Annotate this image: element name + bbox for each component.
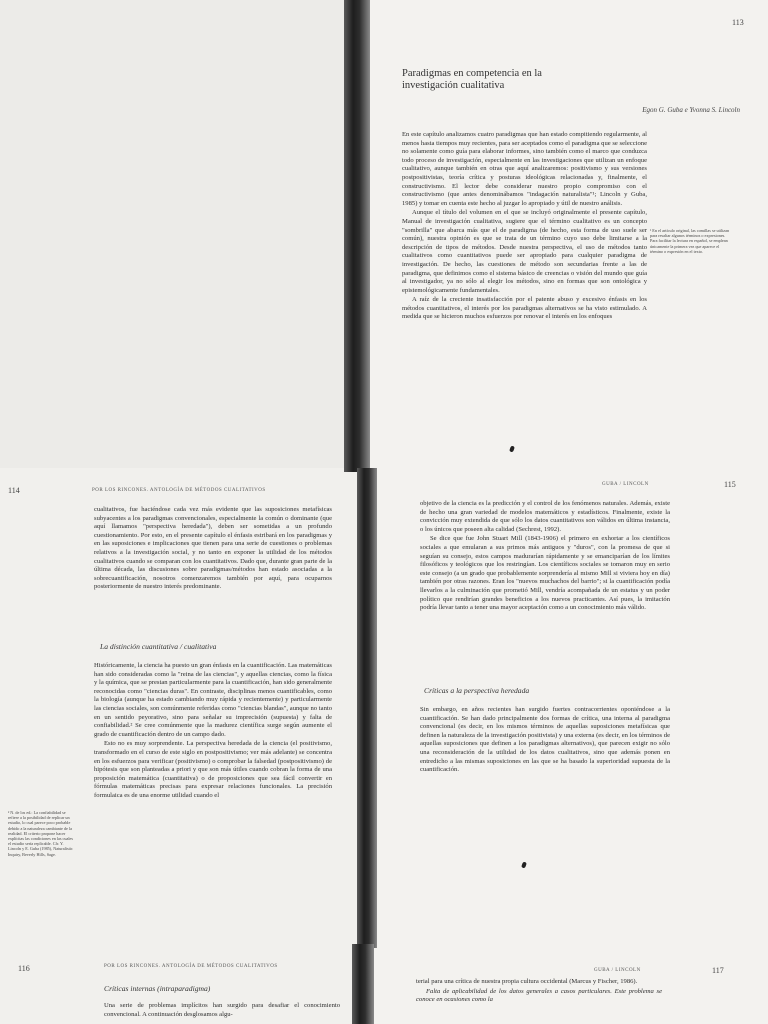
footnote: ¹ En el artículo original, las comillas se utilizan para resaltar algunos términos o expresiones. Para facilitar la lectura en español, se emplean únicamente la primera vez que aparece el término o expresión en el texto.: [650, 228, 730, 254]
paragraph: Una serie de problemas implícitos han surgido para desafiar el conocimiento convencional. A continuación desglosamos algu-: [104, 1002, 340, 1018]
page-117: [372, 946, 768, 1024]
chapter-body: [416, 978, 662, 1024]
running-head: POR LOS RINCONES. ANTOLOGÍA DE MÉTODOS CUALITATIVOS: [92, 488, 266, 493]
chapter-body: [402, 131, 647, 461]
section-heading: La distinción cuantitativa / cualitativa: [100, 642, 217, 651]
footnote: ² N. de los ed.: La confiabilidad se refiere a la posibilidad de replicar un estudio, lo cual parece poco probable debido a la naturaleza cambiante de la realidad. El criterio propone hacer explícitas las condiciones en las cuales el estudio sería replicable. Cfr. Y. Lincoln y E. Guba (1985), Naturalistic Inquiry, Beverly Hills, Sage.: [8, 810, 74, 857]
paragraph: Falta de aplicabilidad de los datos generales a casos particulares. Este problema se conoce en ocasiones como la: [416, 987, 662, 1004]
page-116: [0, 946, 372, 1024]
paragraph: cualitativos, fue haciéndose cada vez más evidente que las suposiciones metafísicas subyacentes a los paradigmas convencionales, especialmente la común o dominante (que aquí llamamos "perspectiva heredada"), deben ser sometidas a un profundo cuestionamiento. Por esto, en el presente capítulo el énfasis estribará en los paradigmas y en las suposiciones e implicaciones que tienen para una serie de cuestiones o problemas relativos a la investigación social, y no tanto en exponer la utilidad de los métodos cualitativos cuando se comparan con los cuantitativos. Dado que, durante gran parte de la última década, las discusiones sobre paradigmas/métodos han estado asociadas a la sobrecuantificación, nosotros comenzaremos también por aquí, para ocuparnos posteriormente de nuestro interés predominante.: [94, 506, 332, 591]
chapter-body: [94, 662, 332, 940]
ink-mark: [521, 861, 527, 868]
page-gutter-shadow: [352, 944, 374, 1024]
page-gutter-shadow: [344, 0, 370, 472]
page-number: 114: [8, 486, 20, 495]
chapter-body: [420, 706, 670, 822]
paragraph: Históricamente, la ciencia ha puesto un gran énfasis en la cuantificación. Las matemáticas han sido consideradas como la "reina de las ciencias", y aquellas ciencias, como la física y la química, que se prestan particularmente para la cuantificación, han sido generalmente reconocidas como "ciencias duras". En contraste, disciplinas menos cuantificables, como la biología (aunque ha estado cambiando muy rápida y recientemente) y particularmente las ciencias sociales, son comúnmente referidas como "ciencias blandas", aunque no tanto en un sentido peyorativo, sino para señalar su imprecisión (supuesta) y falta de confiabilidad.² Se cree comúnmente que la madurez científica surge según aumente el grado de cuantificación dentro de un campo dado.: [94, 662, 332, 738]
paragraph: A raíz de la creciente insatisfacción por el patente abuso y excesivo énfasis en los métodos cuantitativos, el interés por los paradigmas alternativos se ha visto estimulado. A medida que se hicieron muchos esfuerzos por renovar el interés en los enfoques: [402, 296, 647, 321]
section-heading: Críticas internas (intraparadigma): [104, 984, 211, 993]
chapter-authors: Egon G. Guba e Yvonna S. Lincoln: [642, 106, 740, 114]
paragraph: Esto no es muy sorprendente. La perspectiva heredada de la ciencia (el positivismo, transformado en el curso de este siglo en postpositivismo; ver más adelante) se concentra en los esfuerzos para verificar (positivismo) o comprobar la falsedad (postpositivismo) de hipótesis que son planteadas a priori y que son más útiles cuando cobran la forma de una proposición matemática (cuantitativa) o de proposiciones que sea fácil convertir en fórmulas matemáticas precisas para expresar relaciones funcionales. La precisión formulaica es de una enorme utilidad cuando el: [94, 740, 332, 799]
paragraph: objetivo de la ciencia es la predicción y el control de los fenómenos naturales. Además, existe de hecho una gran variedad de modelos matemáticos y estadísticos. Finalmente, existe la convicción muy extendida de que sólo los datos cuantitativos son válidos en última instancia, o los únicos que poseen alta calidad (Sechrest, 1992).: [420, 500, 670, 533]
page-number: 115: [724, 480, 736, 489]
page-number: 113: [732, 18, 744, 27]
chapter-body: [420, 500, 670, 684]
chapter-body: [94, 506, 332, 636]
running-head: POR LOS RINCONES. ANTOLOGÍA DE MÉTODOS CUALITATIVOS: [104, 964, 278, 969]
paragraph: En este capítulo analizamos cuatro paradigmas que han estado compitiendo regularmente, al menos hasta tiempos muy recientes, para ser aceptados como el paradigma que se seleccione no solamente como guía para elaborar informes, sino también como el marco que conduzca todo proceso de investigación, especialmente en las investigaciones que utilizan un enfoque cualitativo, aunque también en otras que aquí analizaremos: positivismo y sus versiones postpositivistas, teoría crítica y posturas ideológicas relacionadas y, finalmente, el constructivismo. El lector debe considerar nuestro propio compromiso con el constructivismo (que antes denominábamos "indagación naturalista"¹; Lincoln y Guba, 1985) y tomar en cuenta este hecho al juzgar lo apropiado y útil de nuestro análisis.: [402, 131, 647, 207]
paragraph: terial para una crítica de nuestra propia cultura occidental (Marcus y Fischer, 1986).: [416, 978, 638, 985]
chapter-body: [104, 1002, 340, 1022]
paragraph: Aunque el título del volumen en el que se incluyó originalmente el presente capítulo, Manual de investigación cualitativa, sugiere que el término cualitativo es un concepto "sombrilla" que abarca más que el de paradigma (de hecho, esta forma de uso suele ser común), nuestra opinión es que se trata de un término cuyo uso debe limitarse a la descripción de tipos de métodos. Desde nuestra perspectiva, el uso de métodos tanto cualitativos como cuantitativos puede ser apropiado para cualquier paradigma de investigación. De hecho, las cuestiones de método son secundarias frente a las de paradigma, que definimos como el sistema básico de creencias o visión del mundo que guía al investigador, ya no sólo al elegir los métodos, sino en formas que son ontológica y epistemológicamente fundamentales.: [402, 209, 647, 294]
paragraph: Se dice que fue John Stuart Mill (1843-1906) el primero en exhortar a los científicos sociales a que emularan a sus primos más antiguos y "duros", con la promesa de que si seguían su consejo, estos campos madurarían rápidamente y se emanciparían de los límites filosóficos y teológicos que los restringían. Los científicos sociales se tomaron muy en serio este consejo (a un grado que probablemente sorprendería al mismo Mill si viviera hoy en día) también por otras razones. Eran los "nuevos muchachos del barrio"; si la cuantificación podía llevarlos a la culminación que prometió Mill, vendría acompañada de un estatus y un poder político que rendirían grandes beneficios a los nuevos practicantes. Así pues, la imitación podría llevar tanto a tener una mayor aceptación como a un conocimiento más válido.: [420, 535, 670, 612]
page-113: [370, 0, 768, 468]
running-head: GUBA / LINCOLN: [594, 968, 641, 973]
page-114: [0, 468, 372, 946]
page-gutter-shadow: [357, 468, 377, 948]
page-115: [372, 468, 768, 946]
paragraph: Sin embargo, en años recientes han surgido fuertes contracorrientes oponiéndose a la cuantificación. Se han dado principalmente dos formas de crítica, una interna al paradigma convencional (es decir, en los mismos términos de aquellas suposiciones metafísicas que definen la naturaleza de la investigación positivista) y una externa (es decir, en los términos de aquellas suposiciones que definen a los paradigmas alternativos), que parecen exigir no sólo una reconsideración de la utilidad de los datos cualitativos, sino que además ponen en entredicho a las mismas suposiciones en las que se ha basado la superioridad supuesta de la cuantificación.: [420, 706, 670, 774]
page-number: 116: [18, 964, 30, 973]
running-head: GUBA / LINCOLN: [602, 482, 649, 487]
page-number: 117: [712, 966, 724, 975]
section-heading: Críticas a la perspectiva heredada: [424, 686, 530, 695]
chapter-title: Paradigmas en competencia en la investigación cualitativa: [402, 68, 542, 91]
